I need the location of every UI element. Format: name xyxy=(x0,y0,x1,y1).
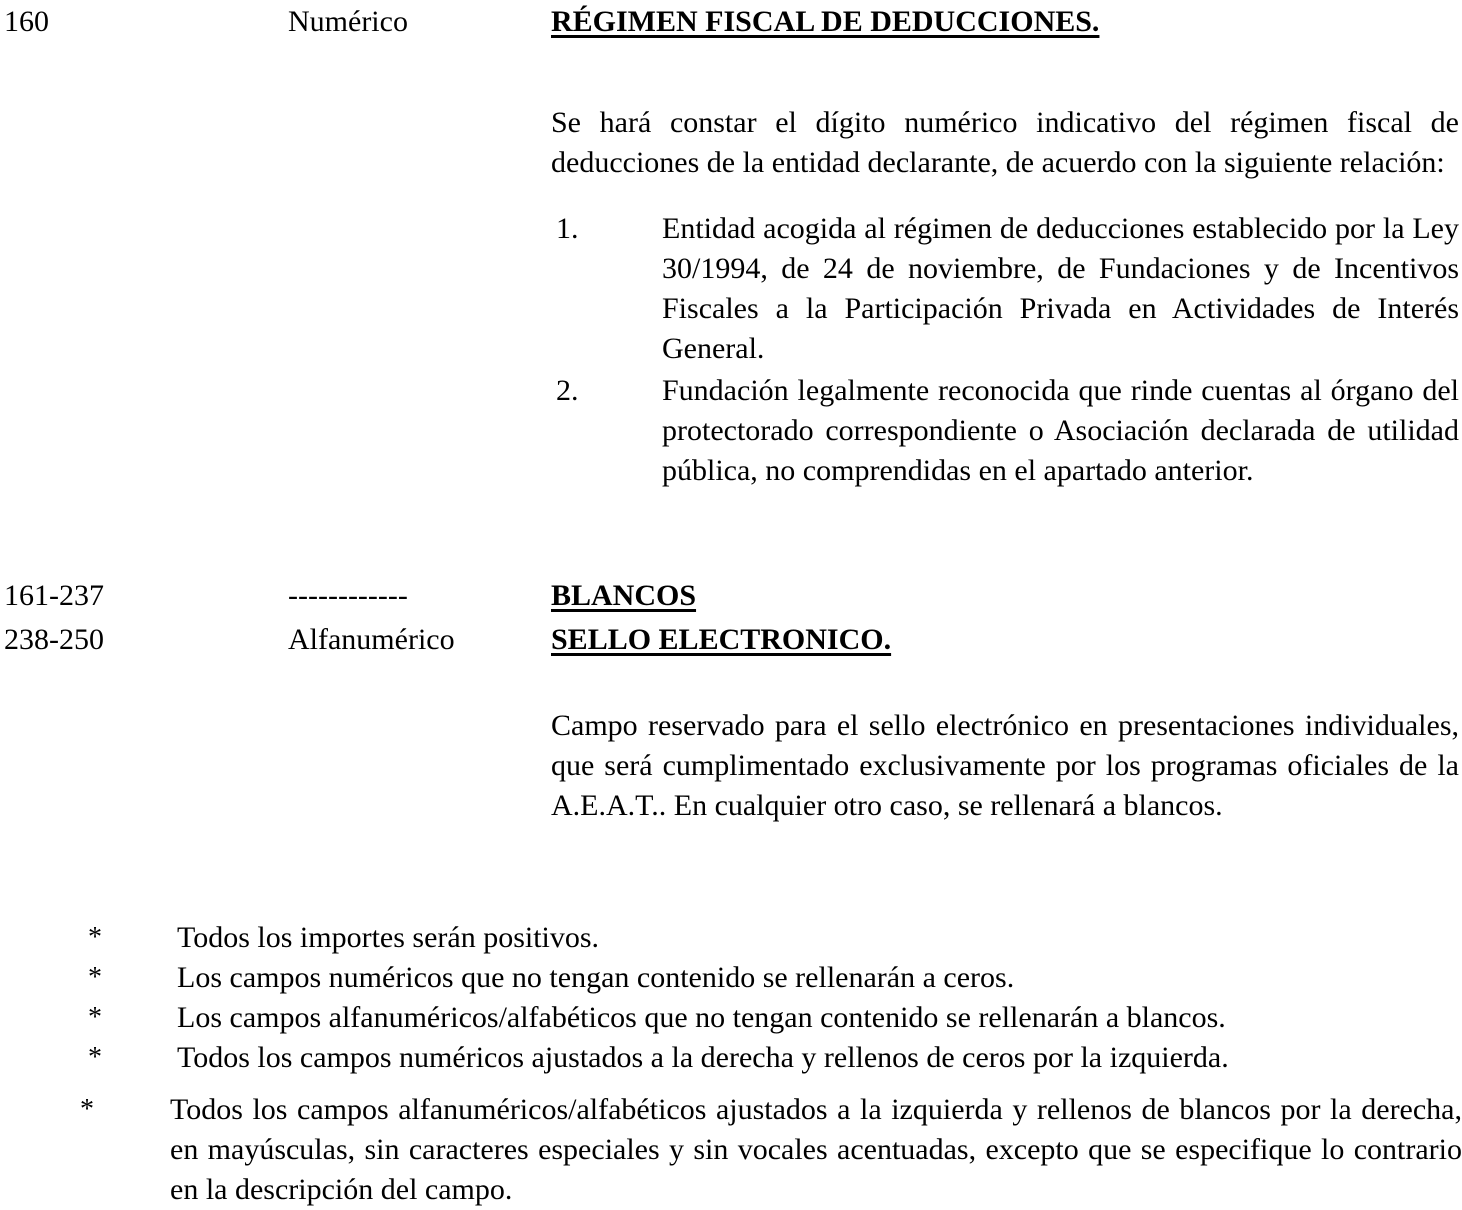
section-intro-regimen-fiscal: Se hará constar el dígito numérico indicativo del régimen fiscal de deducciones de la entidad declarante, de acuerdo con la siguiente relación: xyxy=(551,106,1459,179)
note-item: Todos los campos numéricos ajustados a la derecha y rellenos de ceros por la izquierda. xyxy=(177,1041,1229,1074)
note-bullet: * xyxy=(88,1002,102,1033)
note-item: Los campos alfanuméricos/alfabéticos que no tengan contenido se rellenarán a blancos. xyxy=(177,1001,1226,1034)
field-type-238-250: Alfanumérico xyxy=(288,623,455,656)
section-title-regimen-fiscal: RÉGIMEN FISCAL DE DEDUCCIONES. xyxy=(551,5,1100,38)
section-title-sello-electronico: SELLO ELECTRONICO. xyxy=(551,623,892,656)
field-position-160: 160 xyxy=(4,5,49,38)
field-position-238-250: 238-250 xyxy=(4,623,104,656)
note-item: Todos los campos alfanuméricos/alfabéticos ajustados a la izquierda y rellenos de blancos por la derecha, en mayúsculas, sin caracteres especiales y sin vocales acentuadas, excepto que se especifique lo contrario en la descripción del campo. xyxy=(170,1093,1462,1206)
field-type-161-237: ------------ xyxy=(288,579,408,612)
note-bullet: * xyxy=(88,1042,102,1073)
note-bullet: * xyxy=(88,962,102,993)
note-item: Los campos numéricos que no tengan contenido se rellenarán a ceros. xyxy=(177,961,1015,994)
section-body-sello-electronico: Campo reservado para el sello electrónico en presentaciones individuales, que será cumplimentado exclusivamente por los programas oficiales de la A.E.A.T.. En cualquier otro caso, se rellenará a blancos. xyxy=(551,709,1459,822)
list-item-text-2: Fundación legalmente reconocida que rinde cuentas al órgano del protectorado correspondiente o Asociación declarada de utilidad pública, no comprendidas en el apartado anterior. xyxy=(662,374,1459,487)
list-item-text-1: Entidad acogida al régimen de deducciones establecido por la Ley 30/1994, de 24 de noviembre, de Fundaciones y de Incentivos Fiscales a la Participación Privada en Actividades de Interés General. xyxy=(662,212,1459,365)
note-bullet: * xyxy=(80,1094,94,1125)
list-item-number-1: 1. xyxy=(556,212,579,245)
field-type-160: Numérico xyxy=(288,5,408,38)
note-item: Todos los importes serán positivos. xyxy=(177,921,600,954)
list-item-number-2: 2. xyxy=(556,374,579,407)
field-position-161-237: 161-237 xyxy=(4,579,104,612)
note-bullet: * xyxy=(88,922,102,953)
section-title-blancos: BLANCOS xyxy=(551,579,697,612)
